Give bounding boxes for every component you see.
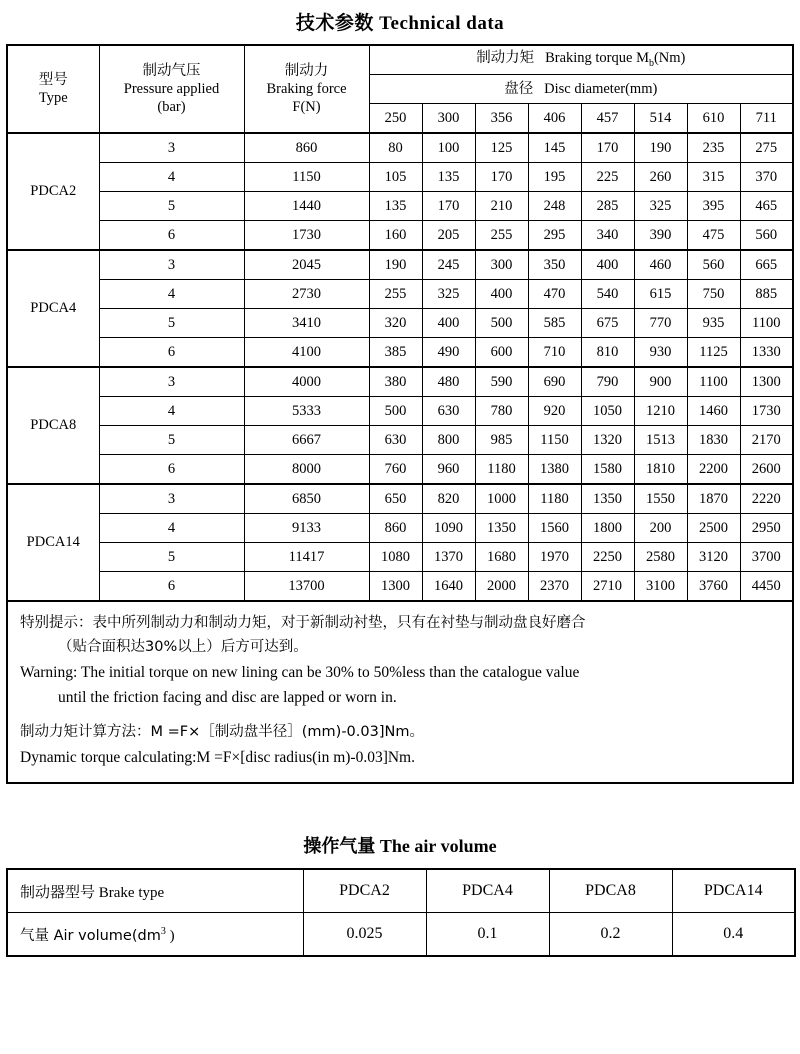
torque-cell: 615 <box>634 280 687 309</box>
torque-cell: 1380 <box>528 455 581 485</box>
air-volume-pdca2: 0.025 <box>303 913 426 957</box>
air-volume-pdca14: 0.4 <box>672 913 795 957</box>
torque-cell: 160 <box>369 221 422 251</box>
air-volume-label-sup: 3 <box>160 925 166 937</box>
torque-cell: 170 <box>422 192 475 221</box>
air-type-pdca2: PDCA2 <box>303 869 426 913</box>
air-row-label-volume <box>7 913 303 957</box>
table-row <box>7 192 793 221</box>
header-braking-torque <box>369 45 793 75</box>
force-cell: 5333 <box>244 397 369 426</box>
torque-cell: 190 <box>634 133 687 163</box>
header-disc-cn: 盘径 <box>504 80 534 97</box>
torque-cell: 465 <box>740 192 793 221</box>
pressure-cell: 3 <box>99 250 244 280</box>
force-cell: 4000 <box>244 367 369 397</box>
torque-cell: 275 <box>740 133 793 163</box>
torque-cell: 170 <box>475 163 528 192</box>
table-row <box>7 133 793 163</box>
torque-cell: 1330 <box>740 338 793 368</box>
torque-cell: 80 <box>369 133 422 163</box>
force-cell: 9133 <box>244 514 369 543</box>
technical-data-table <box>6 44 794 602</box>
torque-cell: 255 <box>475 221 528 251</box>
table-row <box>7 543 793 572</box>
header-torque-en: Braking torque M <box>545 50 649 67</box>
pressure-cell: 6 <box>99 338 244 368</box>
torque-cell: 985 <box>475 426 528 455</box>
torque-cell: 285 <box>581 192 634 221</box>
table-row <box>7 338 793 368</box>
torque-cell: 630 <box>422 397 475 426</box>
torque-cell: 960 <box>422 455 475 485</box>
header-pressure-en: Pressure applied <box>123 80 220 97</box>
torque-cell: 920 <box>528 397 581 426</box>
torque-cell: 340 <box>581 221 634 251</box>
torque-cell: 560 <box>687 250 740 280</box>
header-torque-unit: (Nm) <box>653 50 686 67</box>
note-warning-en-line1: Warning: The initial torque on new lining can be 30% to 50%less than the catalogue value <box>20 663 580 681</box>
torque-cell: 380 <box>369 367 422 397</box>
torque-cell: 1370 <box>422 543 475 572</box>
torque-cell: 790 <box>581 367 634 397</box>
torque-cell: 1513 <box>634 426 687 455</box>
torque-cell: 820 <box>422 484 475 514</box>
torque-cell: 1180 <box>475 455 528 485</box>
header-diameter-514: 514 <box>634 104 687 134</box>
pressure-cell: 4 <box>99 163 244 192</box>
header-diameter-610: 610 <box>687 104 740 134</box>
air-row-label-brake-type: 制动器型号 Brake type <box>7 869 303 913</box>
torque-cell: 1090 <box>422 514 475 543</box>
torque-cell: 1560 <box>528 514 581 543</box>
header-pressure-unit: (bar) <box>157 99 186 116</box>
note-warning-en-line2: until the friction facing and disc are lapped or worn in. <box>58 689 397 707</box>
air-type-pdca4: PDCA4 <box>426 869 549 913</box>
pressure-cell: 6 <box>99 455 244 485</box>
torque-cell: 245 <box>422 250 475 280</box>
torque-cell: 1460 <box>687 397 740 426</box>
torque-cell: 470 <box>528 280 581 309</box>
torque-cell: 225 <box>581 163 634 192</box>
notes-spacer <box>20 711 780 721</box>
torque-cell: 325 <box>634 192 687 221</box>
torque-cell: 500 <box>369 397 422 426</box>
pressure-cell: 3 <box>99 133 244 163</box>
torque-cell: 560 <box>740 221 793 251</box>
torque-cell: 800 <box>422 426 475 455</box>
type-cell-pdca2: PDCA2 <box>7 133 99 250</box>
force-cell: 11417 <box>244 543 369 572</box>
header-type <box>7 45 99 133</box>
pressure-cell: 5 <box>99 543 244 572</box>
torque-cell: 500 <box>475 309 528 338</box>
header-torque-cn: 制动力矩 <box>476 50 535 67</box>
header-diameter-300: 300 <box>422 104 475 134</box>
header-force-en: Braking force <box>266 80 347 97</box>
type-cell-pdca4: PDCA4 <box>7 250 99 367</box>
table-header-row-1 <box>7 45 793 75</box>
pressure-cell: 6 <box>99 221 244 251</box>
torque-cell: 210 <box>475 192 528 221</box>
torque-cell: 1350 <box>581 484 634 514</box>
torque-cell: 300 <box>475 250 528 280</box>
torque-cell: 1100 <box>687 367 740 397</box>
air-volume-label-end: ) <box>165 927 175 944</box>
torque-cell: 295 <box>528 221 581 251</box>
torque-cell: 480 <box>422 367 475 397</box>
torque-cell: 1150 <box>528 426 581 455</box>
note-formula-en: Dynamic torque calculating:M =F×[disc radius(in m)-0.03]Nm. <box>20 748 415 766</box>
torque-cell: 195 <box>528 163 581 192</box>
torque-cell: 170 <box>581 133 634 163</box>
torque-cell: 1050 <box>581 397 634 426</box>
torque-cell: 600 <box>475 338 528 368</box>
torque-cell: 4450 <box>740 572 793 602</box>
table-row <box>7 484 793 514</box>
torque-cell: 385 <box>369 338 422 368</box>
torque-cell: 1100 <box>740 309 793 338</box>
torque-cell: 1550 <box>634 484 687 514</box>
air-volume-pdca4: 0.1 <box>426 913 549 957</box>
table-row <box>7 455 793 485</box>
torque-cell: 1580 <box>581 455 634 485</box>
torque-cell: 1210 <box>634 397 687 426</box>
air-volume-label-text: 气量 Air volume(dm <box>20 927 161 944</box>
torque-cell: 540 <box>581 280 634 309</box>
table-row <box>7 426 793 455</box>
torque-cell: 1300 <box>369 572 422 602</box>
torque-cell: 885 <box>740 280 793 309</box>
air-volume-pdca8: 0.2 <box>549 913 672 957</box>
torque-cell: 255 <box>369 280 422 309</box>
torque-cell: 1000 <box>475 484 528 514</box>
table-row <box>7 221 793 251</box>
torque-cell: 1830 <box>687 426 740 455</box>
torque-cell: 350 <box>528 250 581 280</box>
torque-cell: 1300 <box>740 367 793 397</box>
force-cell: 4100 <box>244 338 369 368</box>
note-formula-cn: 制动力矩计算方法：M =F×［制动盘半径］(mm)-0.03]Nm。 <box>20 723 424 740</box>
header-braking-force <box>244 45 369 133</box>
air-volume-table <box>6 868 796 957</box>
header-disc-diameter <box>369 75 793 104</box>
torque-cell: 2950 <box>740 514 793 543</box>
torque-cell: 2200 <box>687 455 740 485</box>
torque-cell: 585 <box>528 309 581 338</box>
torque-cell: 675 <box>581 309 634 338</box>
torque-cell: 105 <box>369 163 422 192</box>
pressure-cell: 4 <box>99 280 244 309</box>
torque-cell: 400 <box>422 309 475 338</box>
pressure-cell: 4 <box>99 397 244 426</box>
table-row <box>7 309 793 338</box>
torque-cell: 325 <box>422 280 475 309</box>
force-cell: 1150 <box>244 163 369 192</box>
table-row <box>7 367 793 397</box>
torque-cell: 205 <box>422 221 475 251</box>
torque-cell: 710 <box>528 338 581 368</box>
torque-cell: 1800 <box>581 514 634 543</box>
torque-cell: 135 <box>369 192 422 221</box>
torque-cell: 770 <box>634 309 687 338</box>
torque-cell: 370 <box>740 163 793 192</box>
torque-cell: 810 <box>581 338 634 368</box>
torque-cell: 395 <box>687 192 740 221</box>
torque-cell: 1080 <box>369 543 422 572</box>
force-cell: 2045 <box>244 250 369 280</box>
torque-cell: 630 <box>369 426 422 455</box>
header-diameter-457: 457 <box>581 104 634 134</box>
torque-cell: 260 <box>634 163 687 192</box>
torque-cell: 400 <box>581 250 634 280</box>
torque-cell: 2710 <box>581 572 634 602</box>
torque-cell: 2500 <box>687 514 740 543</box>
air-type-pdca8: PDCA8 <box>549 869 672 913</box>
table-row <box>7 572 793 602</box>
torque-cell: 1870 <box>687 484 740 514</box>
air-table-row-volume <box>7 913 795 957</box>
header-pressure-cn: 制动气压 <box>142 62 201 79</box>
torque-cell: 860 <box>369 514 422 543</box>
torque-cell: 930 <box>634 338 687 368</box>
force-cell: 1730 <box>244 221 369 251</box>
note-warning-cn-line1: 特别提示：表中所列制动力和制动力矩，对于新制动衬垫，只有在衬垫与制动盘良好磨合 <box>20 615 586 631</box>
torque-cell: 1180 <box>528 484 581 514</box>
torque-cell: 475 <box>687 221 740 251</box>
header-type-cn: 型号 <box>38 71 68 88</box>
table-row <box>7 397 793 426</box>
force-cell: 1440 <box>244 192 369 221</box>
table-row <box>7 250 793 280</box>
torque-cell: 1320 <box>581 426 634 455</box>
force-cell: 3410 <box>244 309 369 338</box>
torque-cell: 125 <box>475 133 528 163</box>
force-cell: 8000 <box>244 455 369 485</box>
torque-cell: 3700 <box>740 543 793 572</box>
force-cell: 6850 <box>244 484 369 514</box>
torque-cell: 1970 <box>528 543 581 572</box>
header-torque-sub: b <box>648 58 654 70</box>
torque-cell: 1640 <box>422 572 475 602</box>
header-disc-en: Disc diameter(mm) <box>544 80 658 97</box>
page-title: 技术参数 Technical data <box>295 13 505 34</box>
torque-cell: 3100 <box>634 572 687 602</box>
torque-cell: 100 <box>422 133 475 163</box>
header-diameter-356: 356 <box>475 104 528 134</box>
header-type-en: Type <box>38 90 68 106</box>
torque-cell: 690 <box>528 367 581 397</box>
torque-cell: 235 <box>687 133 740 163</box>
torque-cell: 490 <box>422 338 475 368</box>
torque-cell: 145 <box>528 133 581 163</box>
pressure-cell: 5 <box>99 192 244 221</box>
torque-cell: 200 <box>634 514 687 543</box>
force-cell: 13700 <box>244 572 369 602</box>
torque-cell: 665 <box>740 250 793 280</box>
torque-cell: 1680 <box>475 543 528 572</box>
torque-cell: 135 <box>422 163 475 192</box>
type-cell-pdca8: PDCA8 <box>7 367 99 484</box>
torque-cell: 248 <box>528 192 581 221</box>
torque-cell: 900 <box>634 367 687 397</box>
torque-cell: 2220 <box>740 484 793 514</box>
torque-cell: 3120 <box>687 543 740 572</box>
torque-cell: 3760 <box>687 572 740 602</box>
torque-cell: 1125 <box>687 338 740 368</box>
torque-cell: 400 <box>475 280 528 309</box>
pressure-cell: 5 <box>99 309 244 338</box>
air-table-row-type <box>7 869 795 913</box>
torque-cell: 315 <box>687 163 740 192</box>
header-diameter-406: 406 <box>528 104 581 134</box>
pressure-cell: 3 <box>99 367 244 397</box>
torque-cell: 590 <box>475 367 528 397</box>
note-warning-cn-line2: （贴合面积达30%以上）后方可达到。 <box>58 638 308 655</box>
table-row <box>7 163 793 192</box>
torque-cell: 390 <box>634 221 687 251</box>
torque-cell: 1350 <box>475 514 528 543</box>
torque-cell: 2170 <box>740 426 793 455</box>
torque-cell: 2600 <box>740 455 793 485</box>
table-row <box>7 280 793 309</box>
torque-cell: 2370 <box>528 572 581 602</box>
torque-cell: 780 <box>475 397 528 426</box>
torque-cell: 935 <box>687 309 740 338</box>
torque-cell: 650 <box>369 484 422 514</box>
force-cell: 6667 <box>244 426 369 455</box>
force-cell: 860 <box>244 133 369 163</box>
pressure-cell: 5 <box>99 426 244 455</box>
header-diameter-250: 250 <box>369 104 422 134</box>
torque-cell: 320 <box>369 309 422 338</box>
pressure-cell: 3 <box>99 484 244 514</box>
torque-cell: 1730 <box>740 397 793 426</box>
notes-block <box>6 602 794 784</box>
header-diameter-711: 711 <box>740 104 793 134</box>
torque-cell: 760 <box>369 455 422 485</box>
torque-cell: 2250 <box>581 543 634 572</box>
header-force-cn: 制动力 <box>284 62 329 79</box>
torque-cell: 2000 <box>475 572 528 602</box>
force-cell: 2730 <box>244 280 369 309</box>
torque-cell: 190 <box>369 250 422 280</box>
table-row <box>7 514 793 543</box>
torque-cell: 460 <box>634 250 687 280</box>
torque-cell: 2580 <box>634 543 687 572</box>
header-pressure <box>99 45 244 133</box>
air-type-pdca14: PDCA14 <box>672 869 795 913</box>
torque-cell: 750 <box>687 280 740 309</box>
air-volume-title: 操作气量 The air volume <box>303 836 497 857</box>
type-cell-pdca14: PDCA14 <box>7 484 99 601</box>
pressure-cell: 6 <box>99 572 244 602</box>
header-force-unit: F(N) <box>292 99 321 116</box>
pressure-cell: 4 <box>99 514 244 543</box>
torque-cell: 1810 <box>634 455 687 485</box>
